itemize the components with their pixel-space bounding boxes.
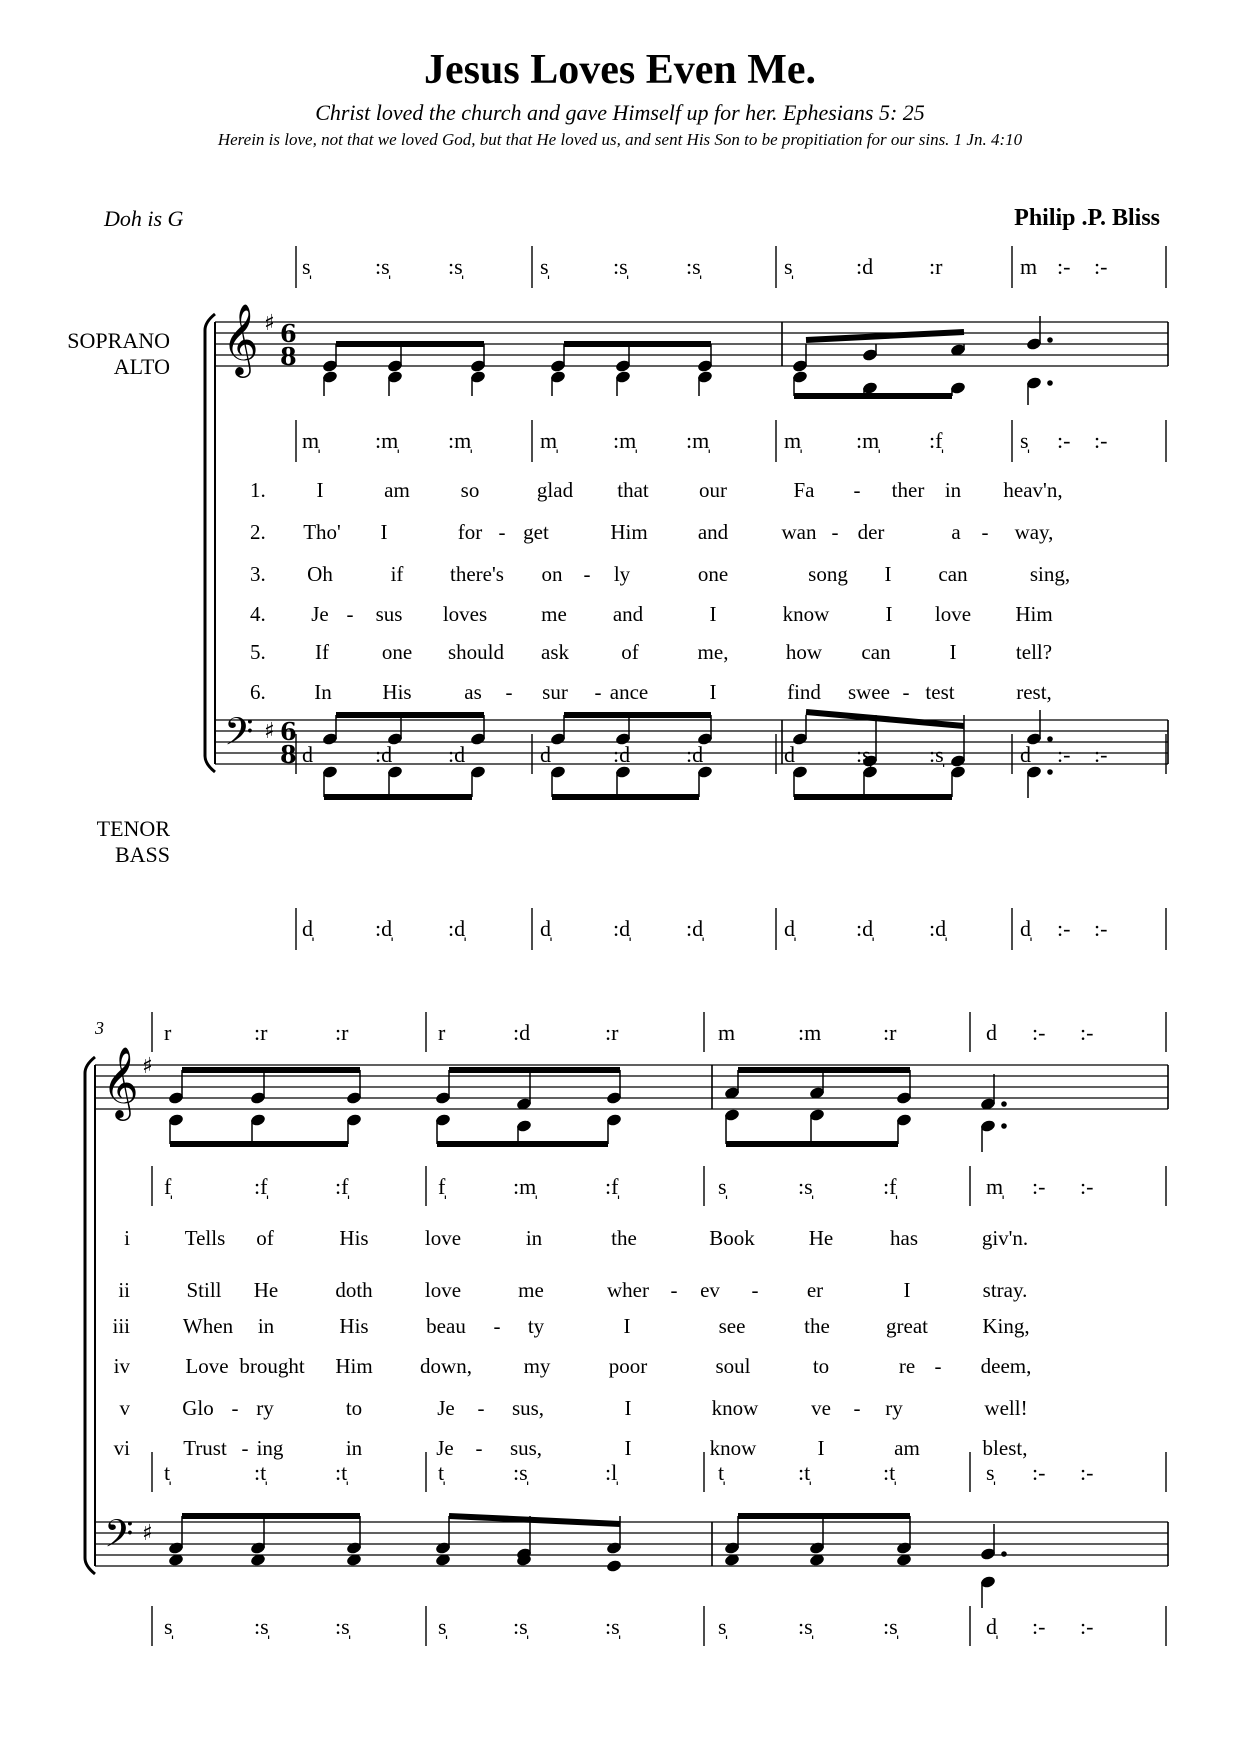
lyric-syllable: sing, xyxy=(1029,562,1071,586)
lyric-syllable: - xyxy=(241,1436,249,1460)
bass-solfa-syllable: :- xyxy=(1057,916,1071,941)
sharp-icon: ♯ xyxy=(142,1521,153,1546)
lyric-syllable: Je xyxy=(311,602,329,626)
lyric-syllable: for xyxy=(457,520,483,544)
lyric-syllable: heav'n, xyxy=(1003,478,1063,502)
lyric-syllable: I xyxy=(316,478,324,502)
lyric-syllable: the xyxy=(611,1226,637,1250)
lyric-syllable: that xyxy=(617,478,649,502)
lyric-syllable: King, xyxy=(982,1314,1030,1338)
lyric-syllable: swee xyxy=(848,680,890,704)
alto-solfa-syllable: :m̩ xyxy=(686,428,710,453)
lyric-syllable: and xyxy=(697,520,729,544)
lyric-syllable: down, xyxy=(420,1354,472,1378)
bass-solfa-syllable: :d̩ xyxy=(613,916,631,941)
note-beam xyxy=(449,1516,620,1524)
alto-solfa-syllable: :s̩ xyxy=(798,1174,813,1199)
verse-number: 1. xyxy=(250,478,266,502)
alto-solfa-syllable: :m̩ xyxy=(448,428,472,453)
bass-clef-icon: 𝄢 xyxy=(104,1511,134,1565)
alto-solfa-syllable: :f̩ xyxy=(254,1174,268,1199)
lyric-syllable: - xyxy=(493,1314,501,1338)
bass-solfa-syllable: :s̩ xyxy=(254,1614,269,1639)
lyric-syllable: er xyxy=(806,1278,824,1302)
lyric-syllable: one xyxy=(697,562,729,586)
bass-solfa-syllable: d̩ xyxy=(784,916,795,941)
alto-solfa-syllable: :f̩ xyxy=(929,428,943,453)
lyric-syllable: am xyxy=(384,478,410,502)
lyric-syllable: Oh xyxy=(307,562,333,586)
tenor-solfa-syllable: :t̩ xyxy=(254,1460,267,1485)
tenor-solfa-syllable: d xyxy=(1020,742,1031,767)
lyric-syllable: I xyxy=(884,562,892,586)
verse-number: 6. xyxy=(250,680,266,704)
lyric-syllable: so xyxy=(460,478,480,502)
lyric-syllable: find xyxy=(787,680,821,704)
lyric-syllable: wher xyxy=(607,1278,649,1302)
lyric-syllable: brought xyxy=(239,1354,305,1378)
lyric-syllable: how xyxy=(785,640,823,664)
verse-number: vi xyxy=(113,1436,130,1460)
lyric-syllable: know xyxy=(782,602,830,626)
time-signature-top: 6 xyxy=(280,319,297,348)
lyric-syllable: Tells xyxy=(184,1226,226,1250)
tenor-solfa-syllable: d xyxy=(540,742,551,767)
soprano-solfa-syllable: :- xyxy=(1080,1020,1094,1045)
lyric-syllable: His xyxy=(339,1226,369,1250)
lyric-syllable: - xyxy=(475,1436,483,1460)
tenor-solfa-syllable: :- xyxy=(1032,1460,1046,1485)
soprano-solfa-syllable: m xyxy=(718,1020,736,1045)
tenor-solfa-syllable: :d xyxy=(448,742,466,767)
verse-number: i xyxy=(124,1226,130,1250)
lyric-syllable: Him xyxy=(610,520,648,544)
tenor-solfa-syllable: :d xyxy=(375,742,393,767)
lyric-syllable: ly xyxy=(613,562,631,586)
bass-solfa-syllable: :s̩ xyxy=(513,1614,528,1639)
alto-solfa-syllable: :f̩ xyxy=(605,1174,619,1199)
lyric-syllable: I xyxy=(623,1314,631,1338)
lyric-syllable: doth xyxy=(335,1278,373,1302)
bass-solfa-syllable: :s̩ xyxy=(605,1614,620,1639)
lyric-syllable: ther xyxy=(891,478,925,502)
bass-solfa-syllable: :d̩ xyxy=(686,916,704,941)
lyric-syllable: I xyxy=(624,1396,632,1420)
system-bracket xyxy=(205,314,215,772)
lyric-syllable: Fa xyxy=(793,478,815,502)
bass-solfa-syllable: :s̩ xyxy=(335,1614,350,1639)
lyric-syllable: should xyxy=(447,640,505,664)
bass-solfa-syllable: :s̩ xyxy=(798,1614,813,1639)
lyric-syllable: - xyxy=(853,1396,861,1420)
alto-solfa-syllable: s̩ xyxy=(718,1174,727,1199)
lyric-syllable: get xyxy=(523,520,549,544)
alto-solfa-syllable: m̩ xyxy=(540,428,558,453)
time-signature-bottom: 8 xyxy=(280,342,297,371)
alto-solfa-syllable: :m̩ xyxy=(856,428,880,453)
bass-solfa-syllable: d̩ xyxy=(1020,916,1031,941)
lyric-syllable: - xyxy=(583,562,591,586)
lyric-syllable: - xyxy=(505,680,513,704)
alto-solfa-syllable: m̩ xyxy=(986,1174,1004,1199)
alto-solfa-syllable: f̩ xyxy=(438,1174,446,1199)
lyric-syllable: Book xyxy=(709,1226,755,1250)
lyric-syllable: me, xyxy=(697,640,729,664)
lyric-syllable: in xyxy=(345,1436,363,1460)
lyric-syllable: - xyxy=(902,680,910,704)
time-signature-top: 6 xyxy=(280,717,297,746)
lyric-syllable: In xyxy=(314,680,332,704)
lyric-syllable: there's xyxy=(450,562,504,586)
tenor-solfa-syllable: t̩ xyxy=(718,1460,725,1485)
bass-solfa-syllable: :d̩ xyxy=(375,916,393,941)
lyric-syllable: know xyxy=(709,1436,757,1460)
lyric-syllable: I xyxy=(709,602,717,626)
soprano-solfa-syllable: r xyxy=(438,1020,446,1045)
alto-solfa-syllable: :f̩ xyxy=(335,1174,349,1199)
soprano-solfa-syllable: :s̩ xyxy=(613,254,628,279)
lyric-syllable: a xyxy=(951,520,961,544)
lyric-syllable: of xyxy=(621,640,639,664)
lyric-syllable: stray. xyxy=(982,1278,1028,1302)
alto-solfa-syllable: :- xyxy=(1057,428,1071,453)
tenor-solfa-syllable: :t̩ xyxy=(883,1460,896,1485)
sharp-icon: ♯ xyxy=(142,1054,153,1079)
lyric-syllable: on xyxy=(541,562,563,586)
lyric-syllable: His xyxy=(382,680,412,704)
lyric-syllable: in xyxy=(525,1226,543,1250)
lyric-syllable: soul xyxy=(715,1354,751,1378)
treble-clef-icon: 𝄞 xyxy=(222,302,259,375)
verse-number: 2. xyxy=(250,520,266,544)
lyric-syllable: great xyxy=(886,1314,928,1338)
lyric-syllable: sus, xyxy=(509,1436,543,1460)
soprano-solfa-syllable: s̩ xyxy=(540,254,549,279)
alto-solfa-syllable: :m̩ xyxy=(613,428,637,453)
key-signature-text: Doh is G xyxy=(104,206,184,231)
lyric-syllable: can xyxy=(861,640,891,664)
lyric-syllable: loves xyxy=(442,602,488,626)
lyric-syllable: Je xyxy=(436,1436,454,1460)
lyric-syllable: see xyxy=(718,1314,746,1338)
bass-solfa-syllable: :s̩ xyxy=(883,1614,898,1639)
lyric-syllable: and xyxy=(612,602,644,626)
lyric-syllable: as xyxy=(464,680,482,704)
tenor-solfa-syllable: :s̩ xyxy=(929,742,944,767)
treble-clef-icon: 𝄞 xyxy=(102,1045,139,1118)
alto-solfa-syllable: :f̩ xyxy=(883,1174,897,1199)
tenor-solfa-syllable: :d xyxy=(686,742,704,767)
tenor-label: TENOR xyxy=(96,816,170,841)
lyric-syllable: one xyxy=(381,640,413,664)
lyric-syllable: giv'n. xyxy=(981,1226,1029,1250)
lyric-syllable: in xyxy=(944,478,962,502)
verse-number: 3. xyxy=(250,562,266,586)
verse-number: ii xyxy=(118,1278,130,1302)
soprano-solfa-syllable: :s̩ xyxy=(686,254,701,279)
lyric-syllable: I xyxy=(817,1436,825,1460)
time-signature-bottom: 8 xyxy=(280,740,297,769)
dotted-note-dot xyxy=(1047,736,1053,742)
lyric-syllable: sus, xyxy=(511,1396,545,1420)
soprano-solfa-syllable: s̩ xyxy=(302,254,311,279)
tenor-solfa-syllable: :- xyxy=(1080,1460,1094,1485)
lyric-syllable: love xyxy=(934,602,972,626)
verse-number: v xyxy=(119,1396,130,1420)
lyric-syllable: I xyxy=(903,1278,911,1302)
bass-note xyxy=(606,1559,623,1573)
lyric-syllable: Tho' xyxy=(303,520,341,544)
alto-solfa-syllable: :m̩ xyxy=(375,428,399,453)
lyric-syllable: our xyxy=(699,478,727,502)
lyric-syllable: Him xyxy=(335,1354,373,1378)
verse-number: 4. xyxy=(250,602,266,626)
lyric-syllable: - xyxy=(751,1278,759,1302)
soprano-solfa-syllable: :- xyxy=(1032,1020,1046,1045)
lyric-syllable: wan xyxy=(781,520,817,544)
hymn-title: Jesus Loves Even Me. xyxy=(424,47,816,93)
soprano-solfa-syllable: :r xyxy=(883,1020,897,1045)
dotted-note-dot xyxy=(1001,1551,1007,1557)
soprano-solfa-syllable: :r xyxy=(335,1020,349,1045)
soprano-solfa-syllable: :- xyxy=(1094,254,1108,279)
lyric-syllable: - xyxy=(346,602,354,626)
lyric-syllable: Still xyxy=(186,1278,222,1302)
alto-solfa-syllable: m̩ xyxy=(302,428,320,453)
bass-solfa-syllable: :d̩ xyxy=(856,916,874,941)
lyric-syllable: He xyxy=(253,1278,279,1302)
tenor-solfa-syllable: :l̩ xyxy=(605,1460,618,1485)
sharp-icon: ♯ xyxy=(264,719,275,744)
soprano-solfa-syllable: :s̩ xyxy=(375,254,390,279)
alto-solfa-syllable: :- xyxy=(1080,1174,1094,1199)
lyric-syllable: I xyxy=(380,520,388,544)
verse-number: iv xyxy=(113,1354,130,1378)
tenor-solfa-syllable: :s̩ xyxy=(513,1460,528,1485)
lyric-syllable: - xyxy=(853,478,861,502)
lyric-syllable: Trust xyxy=(183,1436,227,1460)
soprano-solfa-syllable: :r xyxy=(254,1020,268,1045)
bass-solfa-syllable: :d̩ xyxy=(448,916,466,941)
lyric-syllable: to xyxy=(345,1396,363,1420)
lyric-syllable: ance xyxy=(609,680,649,704)
verse-number: 5. xyxy=(250,640,266,664)
lyric-syllable: beau xyxy=(426,1314,466,1338)
lyric-syllable: Glo xyxy=(182,1396,214,1420)
lyric-syllable: Him xyxy=(1015,602,1053,626)
lyric-syllable: sus xyxy=(375,602,403,626)
note-beam xyxy=(806,712,964,726)
bass-solfa-syllable: :- xyxy=(1094,916,1108,941)
tenor-solfa-syllable: :- xyxy=(1094,742,1108,767)
tenor-solfa-syllable: d xyxy=(784,742,795,767)
tenor-solfa-syllable: :d xyxy=(613,742,631,767)
alto-solfa-syllable: :m̩ xyxy=(513,1174,537,1199)
lyric-syllable: me xyxy=(518,1278,544,1302)
lyric-syllable: His xyxy=(339,1314,369,1338)
bass-solfa-syllable: d̩ xyxy=(302,916,313,941)
lyric-syllable: If xyxy=(315,640,329,664)
bass-solfa-syllable: s̩ xyxy=(438,1614,447,1639)
bass-clef-icon: 𝄢 xyxy=(224,709,254,763)
lyric-syllable: to xyxy=(812,1354,830,1378)
lyric-syllable: - xyxy=(231,1396,239,1420)
lyric-syllable: know xyxy=(711,1396,759,1420)
lyric-syllable: I xyxy=(949,640,957,664)
lyric-syllable: - xyxy=(594,680,602,704)
soprano-solfa-syllable: :- xyxy=(1057,254,1071,279)
lyric-syllable: ve xyxy=(811,1396,831,1420)
soprano-label: SOPRANO xyxy=(67,328,170,353)
soprano-solfa-syllable: :m xyxy=(798,1020,822,1045)
soprano-solfa-syllable: :d xyxy=(513,1020,531,1045)
alto-solfa-syllable: s̩ xyxy=(1020,428,1029,453)
lyric-syllable: - xyxy=(498,520,506,544)
alto-solfa-syllable: f̩ xyxy=(164,1174,172,1199)
alto-solfa-syllable: :- xyxy=(1094,428,1108,453)
scripture-subtitle: Christ loved the church and gave Himself up for her. Ephesians 5: 25 xyxy=(315,100,925,125)
alto-solfa-syllable: m̩ xyxy=(784,428,802,453)
bass-solfa-syllable: :- xyxy=(1080,1614,1094,1639)
bass-label: BASS xyxy=(114,842,170,867)
lyric-syllable: - xyxy=(477,1396,485,1420)
soprano-solfa-syllable: :r xyxy=(929,254,943,279)
lyric-syllable: am xyxy=(894,1436,920,1460)
soprano-solfa-syllable: :d xyxy=(856,254,874,279)
lyric-syllable: blest, xyxy=(982,1436,1028,1460)
lyric-syllable: re xyxy=(898,1354,916,1378)
soprano-solfa-syllable: r xyxy=(164,1020,172,1045)
dotted-note-dot xyxy=(1047,769,1053,775)
dotted-note-dot xyxy=(1047,337,1053,343)
lyric-syllable: way, xyxy=(1014,520,1054,544)
lyric-syllable: - xyxy=(934,1354,942,1378)
lyric-syllable: ty xyxy=(527,1314,545,1338)
lyric-syllable: my xyxy=(523,1354,551,1378)
bass-solfa-syllable: :- xyxy=(1032,1614,1046,1639)
soprano-solfa-syllable: m xyxy=(1020,254,1038,279)
lyric-syllable: ry xyxy=(885,1396,903,1420)
lyric-syllable: if xyxy=(390,562,404,586)
lyric-syllable: rest, xyxy=(1016,680,1052,704)
soprano-solfa-syllable: :r xyxy=(605,1020,619,1045)
tenor-solfa-syllable: t̩ xyxy=(164,1460,171,1485)
soprano-solfa-syllable: d xyxy=(986,1020,997,1045)
lyric-syllable: ev xyxy=(700,1278,720,1302)
lyric-syllable: I xyxy=(885,602,893,626)
lyric-syllable: I xyxy=(624,1436,632,1460)
lyric-syllable: Love xyxy=(185,1354,229,1378)
tenor-solfa-syllable: t̩ xyxy=(438,1460,445,1485)
lyric-syllable: der xyxy=(857,520,885,544)
tenor-solfa-syllable: :- xyxy=(1057,742,1071,767)
lyric-syllable: love xyxy=(424,1226,462,1250)
dotted-note-dot xyxy=(1047,380,1053,386)
lyric-syllable: deem, xyxy=(980,1354,1032,1378)
bass-solfa-syllable: d̩ xyxy=(540,916,551,941)
measure-number: 3 xyxy=(95,1018,104,1038)
lyric-syllable: love xyxy=(424,1278,462,1302)
tenor-solfa-syllable: :t̩ xyxy=(798,1460,811,1485)
lyric-syllable: has xyxy=(890,1226,918,1250)
lyric-syllable: in xyxy=(257,1314,275,1338)
composer-name: Philip .P. Bliss xyxy=(1014,205,1160,231)
lyric-syllable: test xyxy=(925,680,955,704)
tenor-solfa-syllable: d xyxy=(302,742,313,767)
lyric-syllable: can xyxy=(938,562,968,586)
lyric-syllable: He xyxy=(808,1226,834,1250)
lyric-syllable: - xyxy=(831,520,839,544)
lyric-syllable: ry xyxy=(256,1396,274,1420)
lyric-syllable: me xyxy=(541,602,567,626)
lyric-syllable: Je xyxy=(437,1396,455,1420)
lyric-syllable: - xyxy=(670,1278,678,1302)
lyric-syllable: When xyxy=(182,1314,234,1338)
scripture-subtitle-2: Herein is love, not that we loved God, but that He loved us, and sent His Son to be propitiation for our sins. 1 Jn. 4:10 xyxy=(217,130,1023,149)
lyric-syllable: well! xyxy=(984,1396,1028,1420)
bass-solfa-syllable: s̩ xyxy=(164,1614,173,1639)
dotted-note-dot xyxy=(1001,1101,1007,1107)
lyric-syllable: poor xyxy=(608,1354,648,1378)
lyric-syllable: ask xyxy=(541,640,569,664)
lyric-syllable: - xyxy=(981,520,989,544)
alto-label: ALTO xyxy=(113,354,170,379)
tenor-solfa-syllable: s̩ xyxy=(986,1460,995,1485)
verse-number: iii xyxy=(112,1314,130,1338)
tenor-solfa-syllable: :t̩ xyxy=(335,1460,348,1485)
lyric-syllable: the xyxy=(804,1314,830,1338)
lyric-syllable: I xyxy=(709,680,717,704)
lyric-syllable: of xyxy=(256,1226,274,1250)
dotted-note-dot xyxy=(1001,1123,1007,1129)
lyric-syllable: sur xyxy=(542,680,568,704)
alto-solfa-syllable: :- xyxy=(1032,1174,1046,1199)
tenor-solfa-syllable: :s̩ xyxy=(856,742,871,767)
bass-solfa-syllable: s̩ xyxy=(718,1614,727,1639)
bass-solfa-syllable: d̩ xyxy=(986,1614,997,1639)
soprano-solfa-syllable: :s̩ xyxy=(448,254,463,279)
lyric-syllable: tell? xyxy=(1015,640,1053,664)
sharp-icon: ♯ xyxy=(264,311,275,336)
lyric-syllable: glad xyxy=(536,478,574,502)
lyric-syllable: ing xyxy=(256,1436,284,1460)
soprano-solfa-syllable: s̩ xyxy=(784,254,793,279)
lyric-syllable: song xyxy=(808,562,848,586)
bass-solfa-syllable: :d̩ xyxy=(929,916,947,941)
